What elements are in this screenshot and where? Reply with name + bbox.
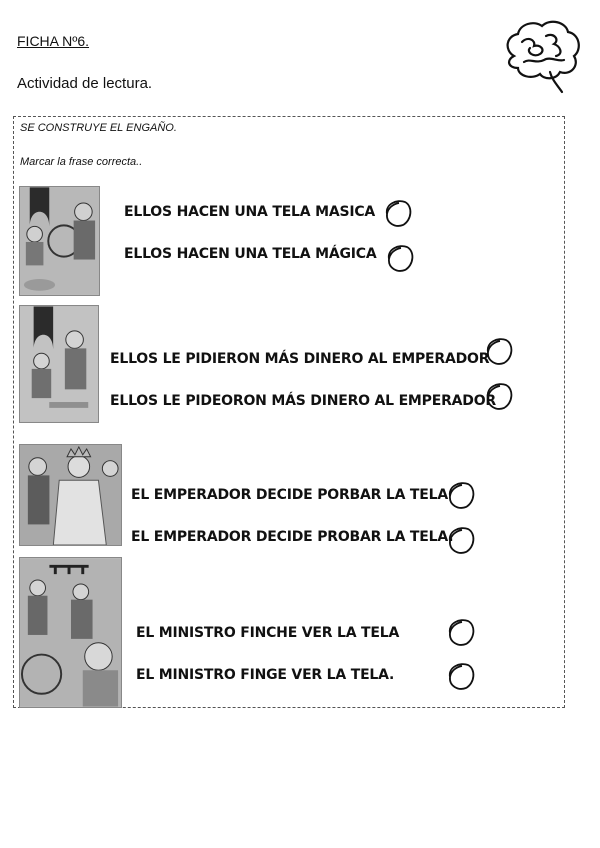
illustration-emperor xyxy=(19,444,122,546)
sentence-option: ELLOS HACEN UNA TELA MASICA xyxy=(124,204,376,220)
answer-circle[interactable] xyxy=(446,617,476,647)
illustration-minister xyxy=(19,557,122,708)
instruction-text: Marcar la frase correcta.. xyxy=(20,156,143,168)
answer-circle[interactable] xyxy=(446,480,476,510)
page-title: FICHA Nº6. xyxy=(17,33,90,49)
sentence-option: ELLOS LE PIDEORON MÁS DINERO AL EMPERADOR xyxy=(110,393,497,409)
illustration-weavers-loom xyxy=(19,186,100,296)
answer-circle[interactable] xyxy=(446,525,476,555)
answer-circle[interactable] xyxy=(383,198,413,228)
sentence-option: EL EMPERADOR DECIDE PORBAR LA TELA xyxy=(131,487,448,503)
sentence-option: EL MINISTRO FINGE VER LA TELA. xyxy=(136,667,395,683)
sentence-option: ELLOS HACEN UNA TELA MÁGICA xyxy=(124,246,377,262)
section-title: SE CONSTRUYE EL ENGAÑO. xyxy=(20,122,177,134)
illustration-weavers-asking xyxy=(19,305,99,423)
answer-circle[interactable] xyxy=(484,381,514,411)
answer-circle[interactable] xyxy=(385,243,415,273)
answer-circle[interactable] xyxy=(446,661,476,691)
brain-icon xyxy=(500,16,584,94)
sentence-option: EL MINISTRO FINCHE VER LA TELA xyxy=(136,625,400,641)
sentence-option: ELLOS LE PIDIERON MÁS DINERO AL EMPERADOR xyxy=(110,351,490,367)
sentence-option: EL EMPERADOR DECIDE PROBAR LA TELA. xyxy=(131,529,454,545)
page-subtitle: Actividad de lectura. xyxy=(17,75,153,92)
answer-circle[interactable] xyxy=(484,336,514,366)
